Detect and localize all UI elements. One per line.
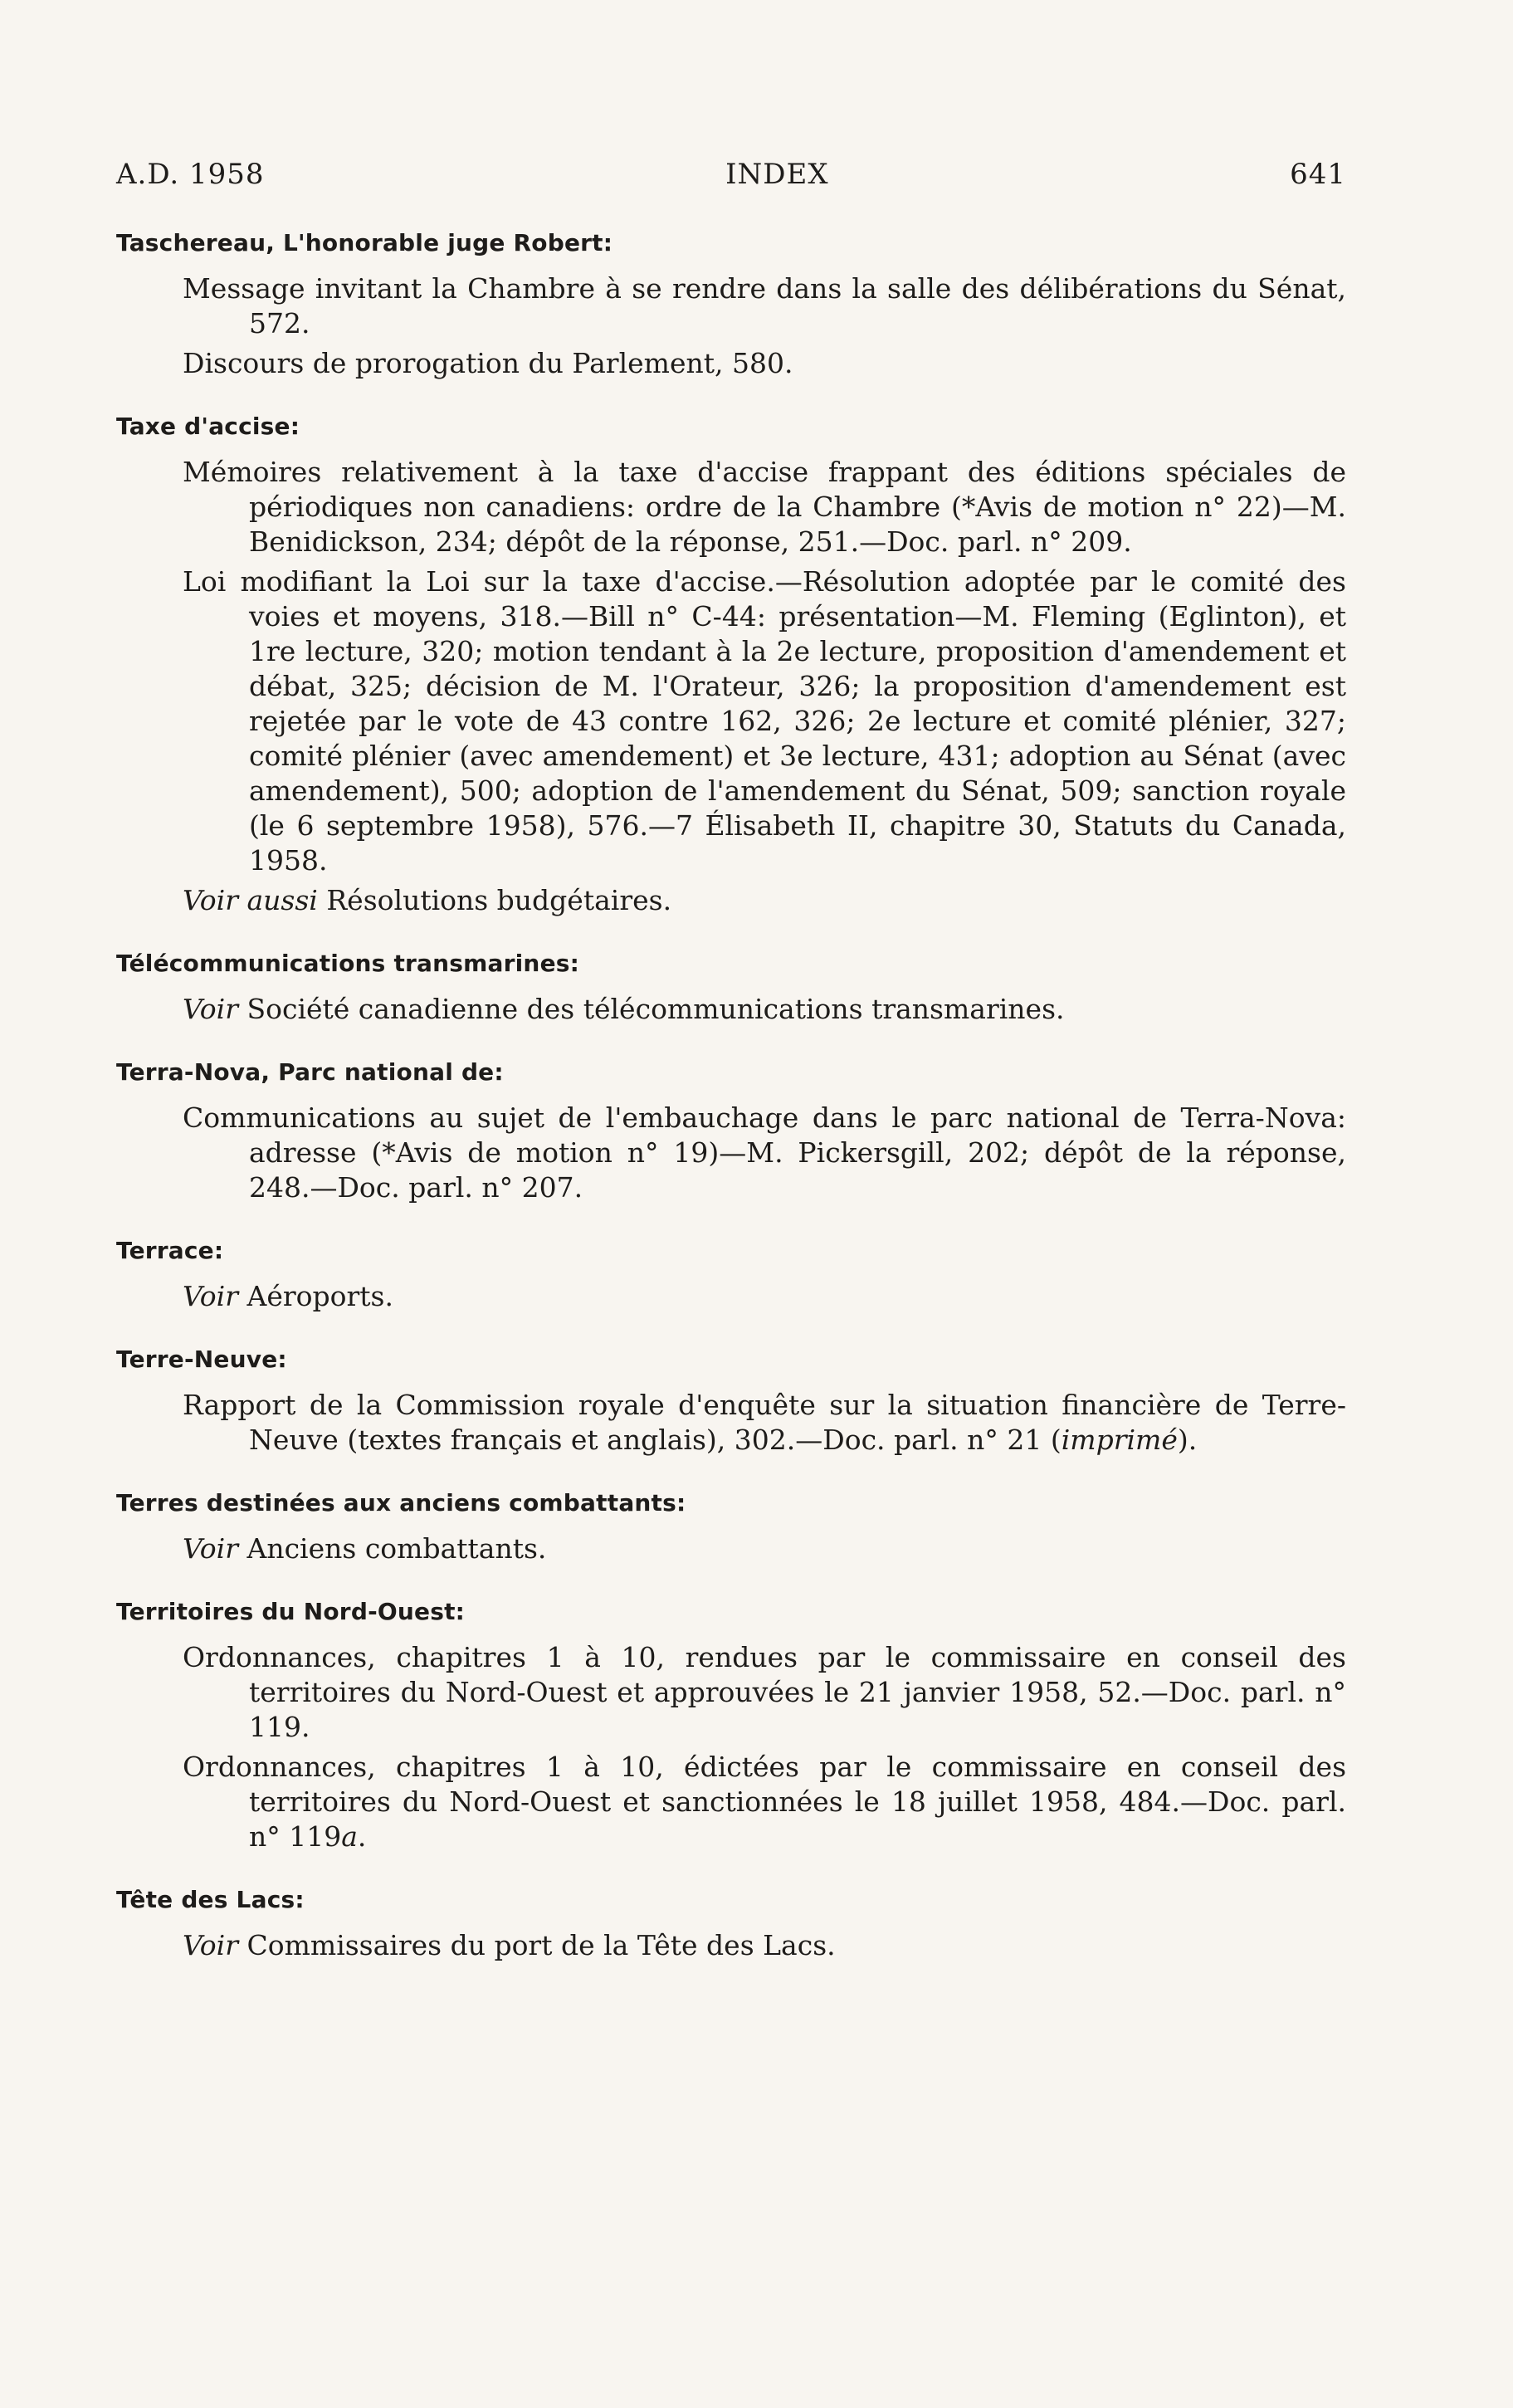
see-reference — [183, 1928, 1346, 1963]
index-entry-territoires-nord-ouest — [116, 1598, 1346, 1854]
see-also-label: Voir aussi — [183, 884, 318, 916]
index-entry-taxe-accise — [116, 413, 1346, 918]
see-label: Voir — [183, 1532, 238, 1565]
entry-heading: Terrace: — [116, 1237, 224, 1264]
see-also-reference — [183, 883, 1346, 918]
paragraph-text-end: . — [357, 1820, 367, 1853]
see-target: Anciens combattants. — [238, 1532, 547, 1565]
entry-heading: Terra-Nova, Parc national de: — [116, 1058, 504, 1086]
header-year: A.D. 1958 — [116, 158, 265, 191]
header-title: INDEX — [725, 158, 829, 191]
entry-paragraph — [183, 1388, 1346, 1458]
index-entry-tete-des-lacs — [116, 1886, 1346, 1963]
see-label: Voir — [183, 993, 238, 1025]
paragraph-italic: imprimé — [1061, 1424, 1178, 1456]
see-label: Voir — [183, 1280, 238, 1312]
index-entry-terrace — [116, 1237, 1346, 1314]
index-entry-terre-neuve — [116, 1346, 1346, 1458]
see-label: Voir — [183, 1929, 238, 1961]
see-reference — [183, 992, 1346, 1027]
entry-heading: Télécommunications transmarines: — [116, 950, 580, 977]
running-header — [116, 158, 1346, 191]
entry-paragraph: Communications au sujet de l'embauchage dans le parc national de Terra-Nova: adresse (*Avis de motion n° 19)—M. Pickersgill, 202; dépôt de la réponse, 248.—Doc. parl. n° 207. — [183, 1101, 1346, 1204]
entry-paragraph: Discours de prorogation du Parlement, 580. — [183, 347, 793, 379]
see-target: Commissaires du port de la Tête des Lacs. — [238, 1929, 836, 1961]
see-reference — [183, 1279, 1346, 1314]
index-entry-telecommunications — [116, 950, 1346, 1027]
entry-paragraph — [183, 1750, 1346, 1854]
entry-heading: Tête des Lacs: — [116, 1886, 305, 1913]
entry-heading: Taschereau, L'honorable juge Robert: — [116, 229, 613, 256]
entry-paragraph: Message invitant la Chambre à se rendre dans la salle des délibérations du Sénat, 572. — [183, 272, 1346, 339]
entry-heading: Terre-Neuve: — [116, 1346, 287, 1373]
entry-heading: Terres destinées aux anciens combattants: — [116, 1489, 686, 1517]
see-target: Société canadienne des télécommunications transmarines. — [238, 993, 1065, 1025]
entry-paragraph: Loi modifiant la Loi sur la taxe d'accise.—Résolution adoptée par le comité des voies et moyens, 318.—Bill n° C-44: présentation—M. Fleming (Eglinton), et 1re lecture, 320; motion tendant à la 2e lecture, proposition d'amendement et débat, 325; décision de M. l'Orateur, 326; la proposition d'amendement est rejetée par le vote de 43 contre 162, 326; 2e lecture et comité plénier, 327; comité plénier (avec amendement) et 3e lecture, 431; adoption au Sénat (avec amendement), 500; adoption de l'amendement du Sénat, 509; sanction royale (le 6 septembre 1958), 576.—7 Élisabeth II, chapitre 30, Statuts du Canada, 1958. — [183, 565, 1346, 877]
see-also-target: Résolutions budgétaires. — [317, 884, 672, 916]
entry-paragraph: Mémoires relativement à la taxe d'accise frappant des éditions spéciales de périodiques non canadiens: ordre de la Chambre (*Avis de motion n° 22)—M. Benidickson, 234; dépôt de la réponse, 251.—Doc. parl. n° 209. — [183, 456, 1346, 558]
see-target: Aéroports. — [238, 1280, 393, 1312]
see-reference — [183, 1531, 1346, 1566]
index-entry-taschereau — [116, 229, 1346, 381]
paragraph-text: Ordonnances, chapitres 1 à 10, édictées par le commissaire en conseil des territoires du Nord-Ouest et sanctionnées le 18 juillet 1958, 484.—Doc. parl. n° 119 — [183, 1751, 1346, 1853]
paragraph-italic: a — [341, 1820, 358, 1853]
entry-heading: Territoires du Nord-Ouest: — [116, 1598, 466, 1625]
index-entry-terres-anciens-combattants — [116, 1489, 1346, 1566]
index-page — [116, 158, 1346, 1995]
paragraph-text-end: ). — [1177, 1424, 1198, 1456]
page-number: 641 — [1290, 158, 1346, 191]
entry-heading: Taxe d'accise: — [116, 413, 300, 440]
paragraph-text: Rapport de la Commission royale d'enquête sur la situation financière de Terre-Neuve (textes français et anglais), 302.—Doc. parl. n° 21 ( — [183, 1389, 1346, 1456]
index-entry-terra-nova — [116, 1058, 1346, 1205]
entry-paragraph: Ordonnances, chapitres 1 à 10, rendues par le commissaire en conseil des territoires du Nord-Ouest et approuvées le 21 janvier 1958, 52.—Doc. parl. n° 119. — [183, 1641, 1346, 1743]
